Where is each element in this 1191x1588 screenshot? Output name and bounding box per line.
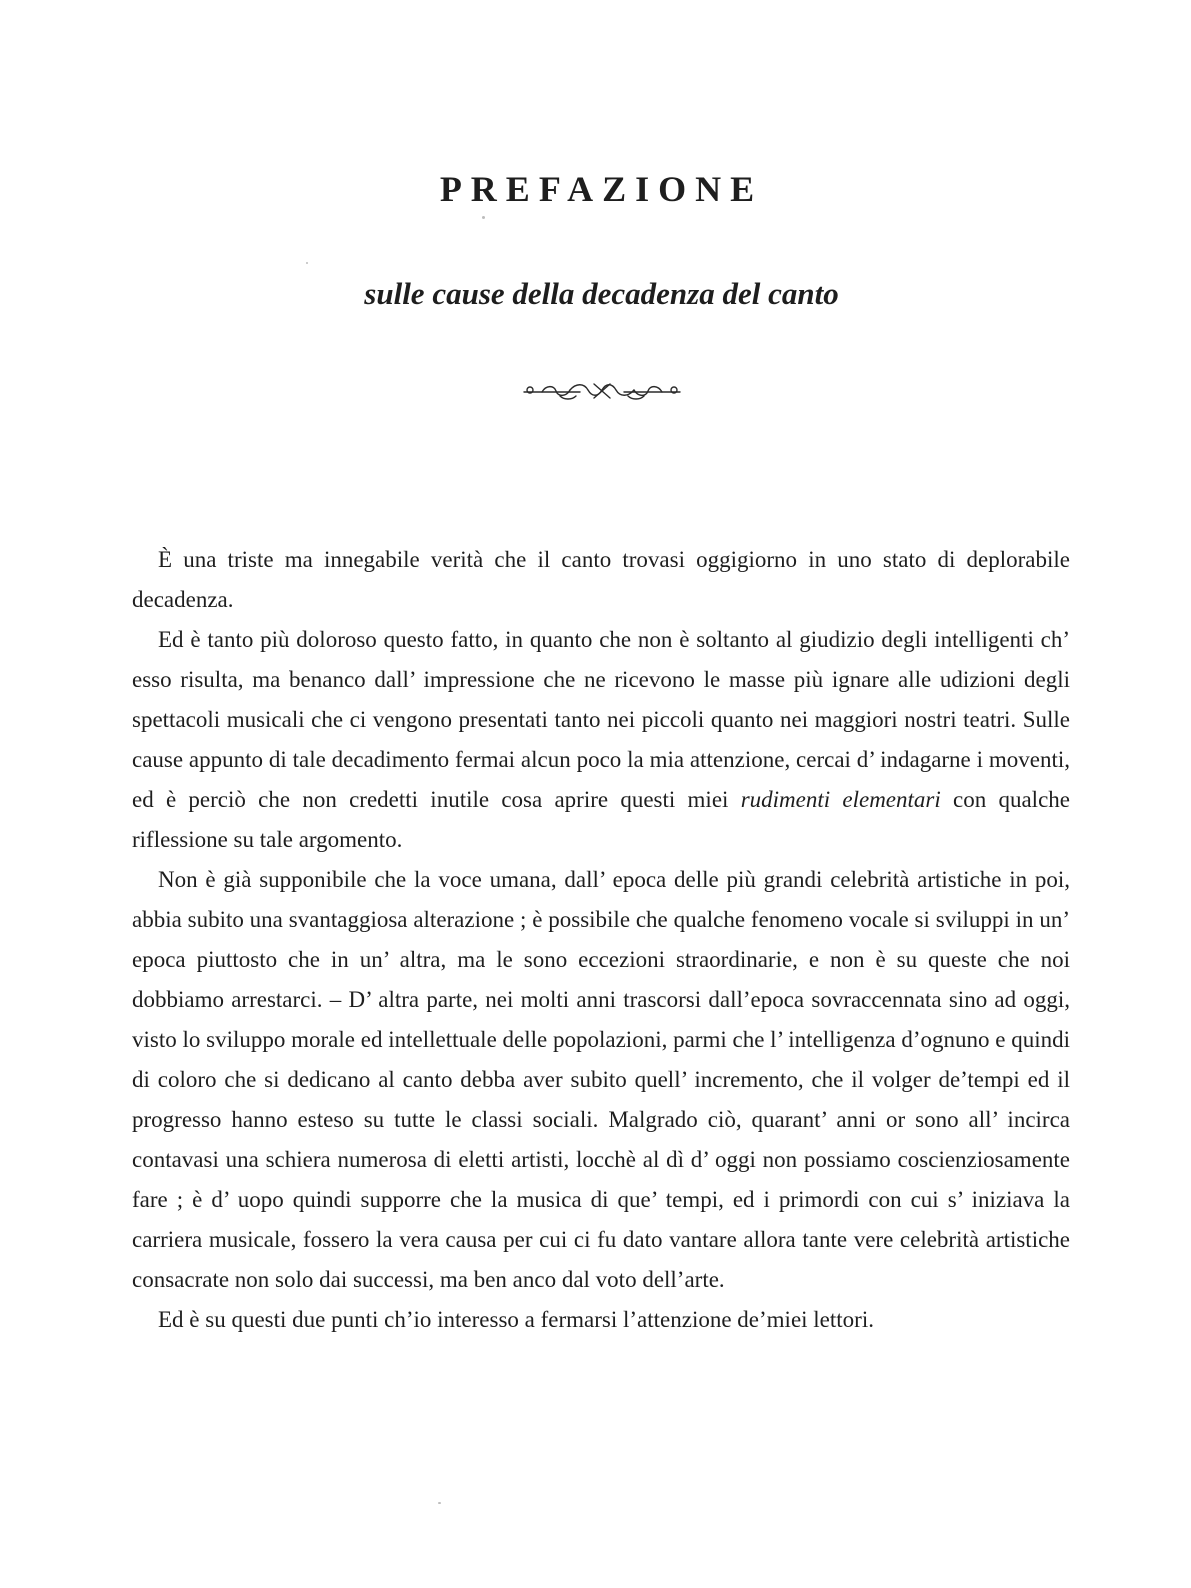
- paragraph-2-emphasis: rudimenti elementari: [740, 787, 941, 812]
- paper-speck: [438, 1502, 441, 1504]
- ornament-divider-icon: [520, 378, 684, 404]
- paper-speck: [306, 262, 308, 264]
- paragraph-4: Ed è su questi due punti ch’io interesso a fermarsi l’attenzione de’miei lettori.: [158, 1307, 874, 1332]
- paragraph-2-text-after: con qualche riflessione su tale argomento.: [132, 787, 1070, 852]
- paper-speck: [482, 216, 485, 219]
- page-title: PREFAZIONE: [439, 169, 764, 209]
- paragraph-1: È una triste ma innegabile verità che il canto trovasi oggigiorno in uno stato di deplorabile decadenza.: [132, 547, 1070, 612]
- page-subtitle: sulle cause della decadenza del canto: [364, 276, 839, 311]
- paragraph-3: Non è già supponibile che la voce umana, dall’ epoca delle più grandi celebrità artistiche in poi, abbia subito una svantaggiosa alterazione ; è possibile che qualche fenomeno vocale si sviluppi in un’ epoca piuttosto che in un’ altra, ma le sono eccezioni straordinarie, e non è su queste che noi dobbiamo arrestarci. – D’ altra parte, nei molti anni trascorsi dall’epoca sovraccennata sino ad oggi, visto lo sviluppo morale ed intellettuale delle popolazioni, parmi che l’ intelligenza d’ognuno e quindi di coloro che si dedicano al canto debba aver subito quell’ incremento, che il volger de’tempi ed il progresso hanno esteso su tutte le classi sociali. Malgrado ciò, quarant’ anni or sono all’ incirca contavasi una schiera numerosa di eletti artisti, locchè al dì d’ oggi non possiamo coscienziosamente fare ; è d’ uopo quindi supporre che la musica di que’ tempi, ed i primordi con cui s’ iniziava la carriera musicale, fossero la vera causa per cui ci fu dato vantare allora tante vere celebrità artistiche consacrate non solo dai successi, ma ben anco dal voto dell’arte.: [132, 867, 1070, 1292]
- paragraph-2-text-before: Ed è tanto più doloroso questo fatto, in quanto che non è soltanto al giudizio degli intelligenti ch’ esso risulta, ma benanco dall’ impressione che ne ricevono le masse più ignare alle udizioni degli spettacoli musicali che ci vengono presentati tanto nei piccoli quanto nei maggiori nostri teatri. Sulle cause appunto di tale decadimento fermai alcun poco la mia attenzione, cercai d’ indagarne i moventi, ed è perciò che non credetti inutile cosa aprire questi miei: [132, 627, 1070, 812]
- preface-body: [132, 540, 1070, 1340]
- paragraph-2: [132, 620, 1070, 860]
